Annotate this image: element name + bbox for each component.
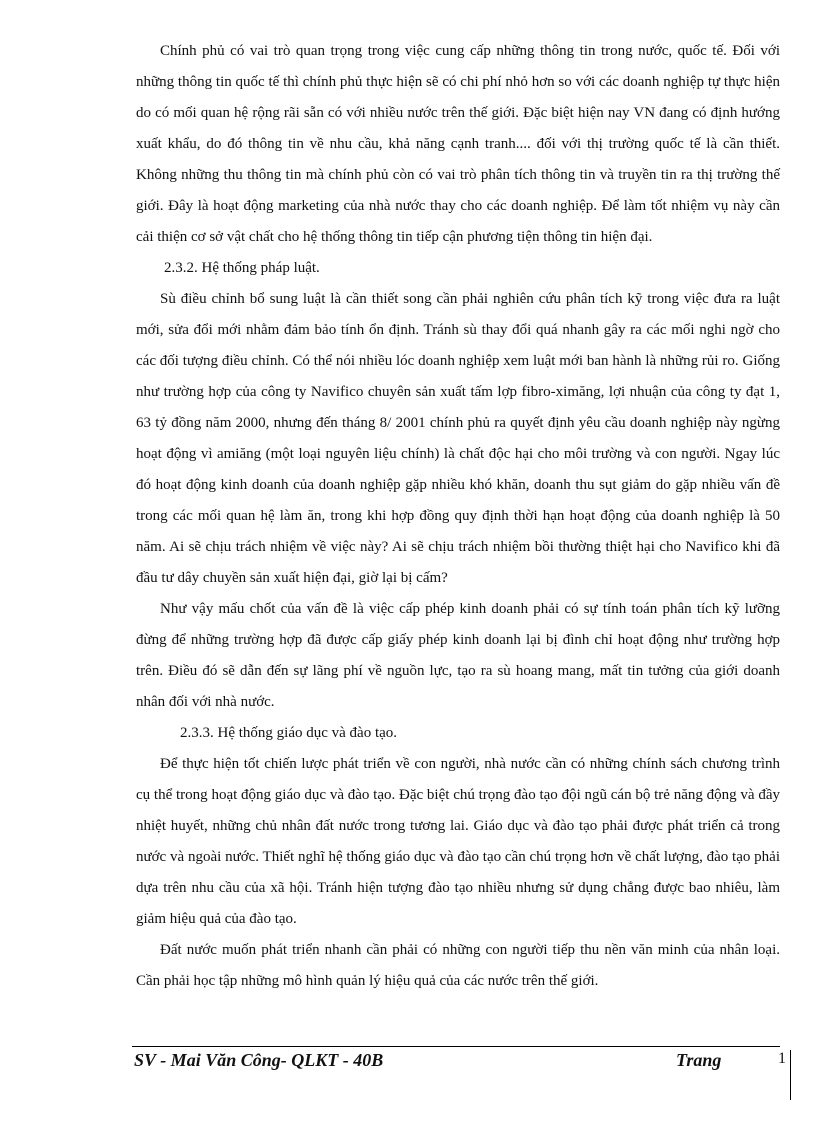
page-number: 1 <box>778 1050 786 1067</box>
paragraph-business-licensing: Như vậy mấu chốt của vấn đề là việc cấp phép kinh doanh phải có sự tính toán phân tích kỹ lưỡng đừng để những trường hợp đã được cấp giấy phép kinh doanh lại bị đình chỉ hoạt động như trường hợp trên. Điều đó sẽ dẫn đến sự lãng phí về nguồn lực, tạo ra sù hoang mang, mất tin tưởng của giới doanh nhân đối với nhà nước. <box>136 601 780 710</box>
document-body <box>136 36 780 997</box>
footer-page-label: Trang <box>676 1050 722 1070</box>
footer-author: SV - Mai Văn Công- QLKT - 40B <box>134 1050 384 1070</box>
paragraph-law-adjustment: Sù điều chỉnh bổ sung luật là cần thiết song cần phải nghiên cứu phân tích kỹ trong việc đưa ra luật mới, sửa đổi mới nhằm đảm bảo tính ổn định. Tránh sù thay đổi quá nhanh gây ra các mối nghi ngờ cho các đối tượng điều chỉnh. Có thể nói nhiều lóc doanh nghiệp xem luật mới ban hành là những rủi ro. Giống như trường hợp của công ty Navifico chuyên sản xuất tấm lợp fibro-ximăng, lợi nhuận của công ty đạt 1, 63 tỷ đồng năm 2000, nhưng đến tháng 8/ 2001 chính phủ ra quyết định yêu cầu doanh nghiệp này ngừng hoạt động vì amiăng (một loại nguyên liệu chính) là chất độc hại cho môi trường và con người. Ngay lúc đó hoạt động kinh doanh của doanh nghiệp gặp nhiều khó khăn, doanh thu sụt giảm do gặp nhiều vấn đề trong các mối quan hệ làm ăn, trong khi hợp đồng quy định thời hạn hoạt động của doanh nghiệp là 50 năm. Ai sẽ chịu trách nhiệm về việc này? Ai sẽ chịu trách nhiệm bồi thường thiệt hại cho Navifico khi đã đầu tư dây chuyền sản xuất hiện đại, giờ lại bị cấm? <box>136 291 780 586</box>
footer-divider <box>132 1046 780 1047</box>
paragraph-education-policy: Để thực hiện tốt chiến lược phát triển về con người, nhà nước cần có những chính sách chương trình cụ thể trong hoạt động giáo dục và đào tạo. Đặc biệt chú trọng đào tạo đội ngũ cán bộ trẻ năng động và đầy nhiệt huyết, những chủ nhân đất nước trong tương lai. Giáo dục và đào tạo phải được phát triển cả trong nước và ngoài nước. Thiết nghĩ hệ thống giáo dục và đào tạo cần chú trọng hơn về chất lượng, đào tạo phải dựa trên nhu cầu của xã hội. Tránh hiện tượng đào tạo nhiều nhưng sử dụng chẳng được bao nhiêu, làm giảm hiệu quả của đào tạo. <box>136 756 780 927</box>
paragraph-civilization-learning: Đất nước muốn phát triển nhanh cần phải có những con người tiếp thu nền văn minh của nhân loại. Cần phải học tập những mô hình quản lý hiệu quả của các nước trên thế giới. <box>136 942 780 989</box>
paragraph-government-information: Chính phủ có vai trò quan trọng trong việc cung cấp những thông tin trong nước, quốc tế. Đối với những thông tin quốc tế thì chính phủ thực hiện sẽ có chi phí nhỏ hơn so với các doanh nghiệp tự thực hiện do có mối quan hệ rộng rãi sẵn có với nhiều nước trên thế giới. Đặc biệt hiện nay VN đang có định hướng xuất khẩu, do đó thông tin về nhu cầu, khả năng cạnh tranh.... đối với thị trường quốc tế là cần thiết. Không những thu thông tin mà chính phủ còn có vai trò phân tích thông tin và truyền tin ra thị trường thế giới. Đây là hoạt động marketing của nhà nước thay cho các doanh nghiệp. Để làm tốt nhiệm vụ này cần cải thiện cơ sở vật chất cho hệ thống thông tin tiếp cận phương tiện thông tin hiện đại. <box>136 43 780 245</box>
section-heading-legal-system: 2.3.2. Hệ thống pháp luật. <box>164 260 320 276</box>
page-border-line <box>790 1050 791 1100</box>
section-heading-education-training: 2.3.3. Hệ thống giáo dục và đào tạo. <box>180 725 398 741</box>
